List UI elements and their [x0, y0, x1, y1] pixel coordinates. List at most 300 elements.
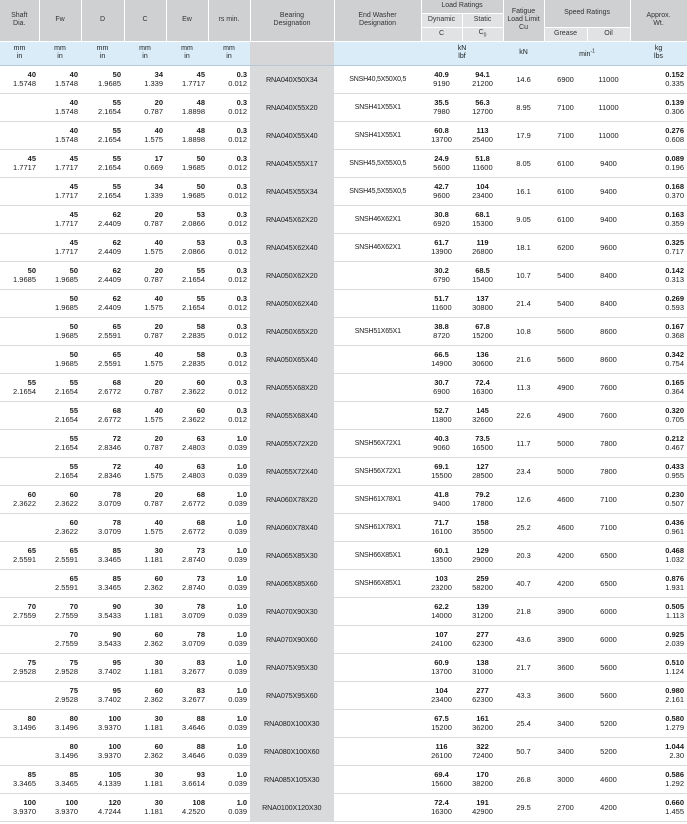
cell-end-washer: [334, 625, 421, 653]
cell-c: 30 1.181: [124, 793, 166, 821]
cell-speed-oil: 8600: [587, 345, 630, 373]
cell-bearing-designation: RNA040X55X40: [250, 121, 334, 149]
cell-dynamic-load: 103 23200: [421, 569, 462, 597]
cell-approx-wt: 0.980 2.161: [630, 681, 687, 709]
cell-static-load: 170 38200: [462, 765, 503, 793]
cell-fatigue-limit: 8.05: [503, 149, 544, 177]
cell-end-washer: SNSH41X55X1: [334, 93, 421, 121]
cell-fatigue-limit: 12.6: [503, 485, 544, 513]
cell-fatigue-limit: 43.3: [503, 681, 544, 709]
cell-dynamic-load: 67.5 15200: [421, 709, 462, 737]
cell-ew: 50 1.9685: [166, 149, 208, 177]
cell-approx-wt: 0.152 0.335: [630, 65, 687, 93]
header-load-ratings: Load Ratings: [421, 0, 503, 13]
cell-bearing-designation: RNA055X68X20: [250, 373, 334, 401]
cell-approx-wt: 0.163 0.359: [630, 205, 687, 233]
cell-ew: 63 2.4803: [166, 429, 208, 457]
cell-bearing-designation: RNA050X62X20: [250, 261, 334, 289]
table-row: [0, 205, 687, 233]
cell-c: 20 0.787: [124, 261, 166, 289]
cell-bearing-designation: RNA050X65X40: [250, 345, 334, 373]
cell-end-washer: SNSH46X62X1: [334, 233, 421, 261]
cell-fw: 40 1.5748: [39, 93, 81, 121]
cell-fw: 45 1.7717: [39, 205, 81, 233]
header-rs-min: rs min.: [208, 0, 250, 41]
cell-bearing-designation: RNA045X55X34: [250, 177, 334, 205]
cell-fw: 55 2.1654: [39, 373, 81, 401]
cell-approx-wt: 0.139 0.306: [630, 93, 687, 121]
table-row: [0, 401, 687, 429]
cell-speed-grease: 7100: [544, 121, 587, 149]
cell-static-load: 158 35500: [462, 513, 503, 541]
cell-c: 17 0.669: [124, 149, 166, 177]
cell-speed-oil: 9400: [587, 177, 630, 205]
cell-ew: 53 2.0866: [166, 233, 208, 261]
cell-approx-wt: 0.876 1.931: [630, 569, 687, 597]
cell-dynamic-load: 69.4 15600: [421, 765, 462, 793]
cell-d: 120 4.7244: [81, 793, 124, 821]
cell-shaft-dia: [0, 345, 39, 373]
cell-fatigue-limit: 18.1: [503, 233, 544, 261]
cell-rs-min: 1.0 0.039: [208, 653, 250, 681]
cell-bearing-designation: RNA055X72X40: [250, 457, 334, 485]
cell-end-washer: [334, 793, 421, 821]
cell-d: 68 2.6772: [81, 373, 124, 401]
cell-dynamic-load: 107 24100: [421, 625, 462, 653]
cell-speed-oil: 6000: [587, 625, 630, 653]
cell-approx-wt: 0.342 0.754: [630, 345, 687, 373]
header-bearing-designation: Bearing Designation: [250, 0, 334, 41]
cell-rs-min: 1.0 0.039: [208, 457, 250, 485]
cell-speed-grease: 5600: [544, 317, 587, 345]
header-speed-ratings: Speed Ratings: [544, 0, 630, 27]
cell-bearing-designation: RNA060X78X40: [250, 513, 334, 541]
cell-end-washer: [334, 653, 421, 681]
cell-shaft-dia: [0, 513, 39, 541]
cell-static-load: 138 31000: [462, 653, 503, 681]
cell-speed-oil: 9400: [587, 205, 630, 233]
cell-end-washer: [334, 289, 421, 317]
cell-ew: 55 2.1654: [166, 289, 208, 317]
cell-fatigue-limit: 21.7: [503, 653, 544, 681]
cell-ew: 55 2.1654: [166, 261, 208, 289]
cell-d: 68 2.6772: [81, 401, 124, 429]
cell-speed-oil: 8400: [587, 261, 630, 289]
cell-static-load: 277 62300: [462, 625, 503, 653]
cell-fw: 50 1.9685: [39, 289, 81, 317]
cell-fatigue-limit: 11.7: [503, 429, 544, 457]
table-row: [0, 317, 687, 345]
cell-fatigue-limit: 43.6: [503, 625, 544, 653]
cell-approx-wt: 0.580 1.279: [630, 709, 687, 737]
cell-shaft-dia: 80 3.1496: [0, 709, 39, 737]
cell-c: 40 1.575: [124, 345, 166, 373]
cell-c: 20 0.787: [124, 373, 166, 401]
cell-approx-wt: 0.230 0.507: [630, 485, 687, 513]
cell-speed-grease: 3600: [544, 653, 587, 681]
cell-bearing-designation: RNA045X62X40: [250, 233, 334, 261]
cell-approx-wt: 0.325 0.717: [630, 233, 687, 261]
cell-end-washer: [334, 737, 421, 765]
table-row: [0, 653, 687, 681]
cell-speed-grease: 2700: [544, 793, 587, 821]
cell-rs-min: 1.0 0.039: [208, 681, 250, 709]
cell-d: 72 2.8346: [81, 429, 124, 457]
table-row: [0, 429, 687, 457]
table-row: [0, 485, 687, 513]
cell-static-load: 94.1 21200: [462, 65, 503, 93]
table-row: [0, 65, 687, 93]
cell-shaft-dia: [0, 233, 39, 261]
cell-end-washer: SNSH56X72X1: [334, 429, 421, 457]
cell-fatigue-limit: 20.3: [503, 541, 544, 569]
cell-dynamic-load: 69.1 15500: [421, 457, 462, 485]
cell-rs-min: 0.3 0.012: [208, 261, 250, 289]
cell-static-load: 67.8 15200: [462, 317, 503, 345]
cell-c: 34 1.339: [124, 177, 166, 205]
cell-shaft-dia: [0, 569, 39, 597]
cell-fw: 55 2.1654: [39, 401, 81, 429]
cell-end-washer: [334, 373, 421, 401]
cell-fatigue-limit: 14.6: [503, 65, 544, 93]
cell-d: 72 2.8346: [81, 457, 124, 485]
cell-ew: 63 2.4803: [166, 457, 208, 485]
cell-speed-grease: 4600: [544, 485, 587, 513]
cell-speed-grease: 3900: [544, 597, 587, 625]
cell-fatigue-limit: 26.8: [503, 765, 544, 793]
cell-fw: 55 2.1654: [39, 457, 81, 485]
cell-end-washer: SNSH66X85X1: [334, 541, 421, 569]
cell-fatigue-limit: 16.1: [503, 177, 544, 205]
cell-dynamic-load: 35.5 7980: [421, 93, 462, 121]
cell-d: 100 3.9370: [81, 709, 124, 737]
cell-fw: 75 2.9528: [39, 681, 81, 709]
cell-rs-min: 1.0 0.039: [208, 709, 250, 737]
speed-unit: $\min^{-1}$: [579, 48, 595, 58]
cell-approx-wt: 1.044 2.30: [630, 737, 687, 765]
cell-rs-min: 1.0 0.039: [208, 625, 250, 653]
cell-bearing-designation: RNA070X90X30: [250, 597, 334, 625]
table-row: [0, 121, 687, 149]
cell-d: 62 2.4409: [81, 205, 124, 233]
cell-shaft-dia: 65 2.5591: [0, 541, 39, 569]
cell-approx-wt: 0.167 0.368: [630, 317, 687, 345]
header-dynamic: Dynamic: [421, 13, 462, 27]
cell-static-load: 139 31200: [462, 597, 503, 625]
cell-speed-oil: 11000: [587, 93, 630, 121]
cell-fatigue-limit: 21.8: [503, 597, 544, 625]
cell-fatigue-limit: 23.4: [503, 457, 544, 485]
cell-ew: 68 2.6772: [166, 485, 208, 513]
header-ew: Ew: [166, 0, 208, 41]
cell-fw: 45 1.7717: [39, 177, 81, 205]
cell-d: 50 1.9685: [81, 65, 124, 93]
header-grease: Grease: [544, 27, 587, 41]
cell-fatigue-limit: 25.2: [503, 513, 544, 541]
cell-speed-grease: 6100: [544, 149, 587, 177]
cell-speed-oil: 7100: [587, 513, 630, 541]
cell-d: 65 2.5591: [81, 345, 124, 373]
cell-fw: 40 1.5748: [39, 65, 81, 93]
cell-c: 60 2.362: [124, 569, 166, 597]
cell-approx-wt: 0.212 0.467: [630, 429, 687, 457]
table-row: [0, 681, 687, 709]
cell-dynamic-load: 104 23400: [421, 681, 462, 709]
cell-speed-grease: 4600: [544, 513, 587, 541]
cell-d: 78 3.0709: [81, 485, 124, 513]
cell-static-load: 191 42900: [462, 793, 503, 821]
cell-dynamic-load: 61.7 13900: [421, 233, 462, 261]
cell-dynamic-load: 51.7 11600: [421, 289, 462, 317]
cell-rs-min: 0.3 0.012: [208, 317, 250, 345]
table-row: [0, 373, 687, 401]
cell-d: 100 3.9370: [81, 737, 124, 765]
cell-speed-grease: 3900: [544, 625, 587, 653]
cell-fatigue-limit: 21.4: [503, 289, 544, 317]
cell-approx-wt: 0.510 1.124: [630, 653, 687, 681]
cell-end-washer: [334, 681, 421, 709]
cell-speed-grease: 5000: [544, 429, 587, 457]
cell-rs-min: 1.0 0.039: [208, 541, 250, 569]
cell-speed-oil: 5600: [587, 653, 630, 681]
header-oil: Oil: [587, 27, 630, 41]
cell-approx-wt: 0.269 0.593: [630, 289, 687, 317]
table-row: [0, 289, 687, 317]
cell-rs-min: 1.0 0.039: [208, 429, 250, 457]
cell-fatigue-limit: 9.05: [503, 205, 544, 233]
cell-shaft-dia: 40 1.5748: [0, 65, 39, 93]
cell-end-washer: SNSH46X62X1: [334, 205, 421, 233]
cell-shaft-dia: [0, 177, 39, 205]
cell-rs-min: 0.3 0.012: [208, 401, 250, 429]
cell-rs-min: 0.3 0.012: [208, 121, 250, 149]
cell-ew: 58 2.2835: [166, 345, 208, 373]
cell-dynamic-load: 60.8 13700: [421, 121, 462, 149]
cell-ew: 58 2.2835: [166, 317, 208, 345]
cell-end-washer: [334, 765, 421, 793]
cell-d: 90 3.5433: [81, 625, 124, 653]
cell-static-load: 104 23400: [462, 177, 503, 205]
cell-d: 85 3.3465: [81, 541, 124, 569]
cell-d: 62 2.4409: [81, 289, 124, 317]
cell-static-load: 322 72400: [462, 737, 503, 765]
cell-fw: 65 2.5591: [39, 569, 81, 597]
cell-bearing-designation: RNA070X90X60: [250, 625, 334, 653]
cell-end-washer: [334, 261, 421, 289]
cell-bearing-designation: RNA065X85X30: [250, 541, 334, 569]
cell-static-load: 68.5 15400: [462, 261, 503, 289]
cell-rs-min: 1.0 0.039: [208, 569, 250, 597]
cell-end-washer: SNSH41X55X1: [334, 121, 421, 149]
cell-speed-oil: 4600: [587, 765, 630, 793]
cell-dynamic-load: 41.8 9400: [421, 485, 462, 513]
cell-speed-oil: 4200: [587, 793, 630, 821]
cell-speed-grease: 5000: [544, 457, 587, 485]
cell-static-load: 68.1 15300: [462, 205, 503, 233]
cell-ew: 73 2.8740: [166, 569, 208, 597]
cell-bearing-designation: RNA045X62X20: [250, 205, 334, 233]
cell-speed-grease: 5400: [544, 261, 587, 289]
cell-speed-grease: 6100: [544, 205, 587, 233]
header-fatigue-load-limit: Fatigue Load Limit Cu: [503, 0, 544, 41]
header-end-washer-designation: End Washer Designation: [334, 0, 421, 41]
cell-d: 62 2.4409: [81, 233, 124, 261]
cell-c: 40 1.575: [124, 121, 166, 149]
cell-d: 78 3.0709: [81, 513, 124, 541]
units-row: mm in mm in mm in mm in mm in mm in kN lbf kN $\min^{-1}$ kg lbs: [0, 41, 687, 65]
cell-c: 60 2.362: [124, 737, 166, 765]
cell-ew: 83 3.2677: [166, 681, 208, 709]
cell-rs-min: 1.0 0.039: [208, 597, 250, 625]
cell-end-washer: SNSH56X72X1: [334, 457, 421, 485]
cell-dynamic-load: 30.8 6920: [421, 205, 462, 233]
header-static-symbol: [462, 27, 503, 41]
table-row: [0, 709, 687, 737]
cell-c: 30 1.181: [124, 597, 166, 625]
header-c: C: [124, 0, 166, 41]
cell-rs-min: 0.3 0.012: [208, 177, 250, 205]
cell-static-load: 56.3 12700: [462, 93, 503, 121]
cell-speed-grease: 7100: [544, 93, 587, 121]
cell-fw: 60 2.3622: [39, 485, 81, 513]
table-row: [0, 541, 687, 569]
cell-shaft-dia: [0, 401, 39, 429]
cell-c: 40 1.575: [124, 289, 166, 317]
cell-c: 34 1.339: [124, 65, 166, 93]
cell-fw: 45 1.7717: [39, 233, 81, 261]
cell-shaft-dia: 70 2.7559: [0, 597, 39, 625]
cell-shaft-dia: 55 2.1654: [0, 373, 39, 401]
cell-d: 62 2.4409: [81, 261, 124, 289]
cell-approx-wt: 0.925 2.039: [630, 625, 687, 653]
cell-ew: 50 1.9685: [166, 177, 208, 205]
cell-rs-min: 0.3 0.012: [208, 373, 250, 401]
cell-dynamic-load: 40.3 9060: [421, 429, 462, 457]
cell-bearing-designation: RNA040X55X20: [250, 93, 334, 121]
cell-dynamic-load: 24.9 5600: [421, 149, 462, 177]
cell-static-load: 129 29000: [462, 541, 503, 569]
cell-c: 30 1.181: [124, 709, 166, 737]
cell-fatigue-limit: 8.95: [503, 93, 544, 121]
cell-shaft-dia: 100 3.9370: [0, 793, 39, 821]
cell-end-washer: [334, 401, 421, 429]
cell-speed-oil: 11000: [587, 65, 630, 93]
cell-dynamic-load: 40.9 9190: [421, 65, 462, 93]
table-row: [0, 737, 687, 765]
cell-speed-oil: 5200: [587, 737, 630, 765]
cell-speed-grease: 6900: [544, 65, 587, 93]
cell-shaft-dia: [0, 205, 39, 233]
cell-ew: 45 1.7717: [166, 65, 208, 93]
cell-ew: 68 2.6772: [166, 513, 208, 541]
cell-static-load: 145 32600: [462, 401, 503, 429]
table-row: [0, 793, 687, 821]
cell-approx-wt: 0.168 0.370: [630, 177, 687, 205]
cell-dynamic-load: 52.7 11800: [421, 401, 462, 429]
cell-dynamic-load: 71.7 16100: [421, 513, 462, 541]
cell-ew: 53 2.0866: [166, 205, 208, 233]
cell-c: 60 2.362: [124, 625, 166, 653]
cell-speed-oil: 7600: [587, 401, 630, 429]
cell-d: 95 3.7402: [81, 653, 124, 681]
cell-fw: 50 1.9685: [39, 317, 81, 345]
cell-fw: 40 1.5748: [39, 121, 81, 149]
cell-shaft-dia: [0, 457, 39, 485]
cell-fw: 50 1.9685: [39, 345, 81, 373]
table-row: [0, 569, 687, 597]
cell-shaft-dia: [0, 429, 39, 457]
cell-c: 60 2.362: [124, 681, 166, 709]
cell-fw: 80 3.1496: [39, 709, 81, 737]
cell-c: 30 1.181: [124, 765, 166, 793]
cell-d: 105 4.1339: [81, 765, 124, 793]
cell-d: 55 2.1654: [81, 93, 124, 121]
cell-c: 20 0.787: [124, 205, 166, 233]
cell-bearing-designation: RNA080X100X60: [250, 737, 334, 765]
cell-ew: 48 1.8898: [166, 93, 208, 121]
cell-approx-wt: 0.165 0.364: [630, 373, 687, 401]
cell-d: 55 2.1654: [81, 177, 124, 205]
cell-fatigue-limit: 17.9: [503, 121, 544, 149]
cell-c: 40 1.575: [124, 233, 166, 261]
cell-shaft-dia: 45 1.7717: [0, 149, 39, 177]
cell-speed-oil: 5600: [587, 681, 630, 709]
cell-dynamic-load: 116 26100: [421, 737, 462, 765]
cell-speed-oil: 7600: [587, 373, 630, 401]
cell-speed-grease: 6200: [544, 233, 587, 261]
cell-bearing-designation: RNA065X85X60: [250, 569, 334, 597]
cell-shaft-dia: [0, 737, 39, 765]
header-dynamic-symbol: C: [421, 27, 462, 41]
cell-speed-oil: 6000: [587, 597, 630, 625]
cell-bearing-designation: RNA085X105X30: [250, 765, 334, 793]
cell-c: 20 0.787: [124, 93, 166, 121]
cell-approx-wt: 0.089 0.196: [630, 149, 687, 177]
cell-ew: 73 2.8740: [166, 541, 208, 569]
cell-d: 90 3.5433: [81, 597, 124, 625]
table-row: [0, 149, 687, 177]
cell-speed-grease: 4900: [544, 401, 587, 429]
cell-static-load: 161 36200: [462, 709, 503, 737]
cell-bearing-designation: RNA055X68X40: [250, 401, 334, 429]
cell-d: 65 2.5591: [81, 317, 124, 345]
cell-d: 55 2.1654: [81, 121, 124, 149]
cell-speed-oil: 7800: [587, 457, 630, 485]
cell-shaft-dia: [0, 121, 39, 149]
cell-speed-oil: 6500: [587, 541, 630, 569]
cell-c: 40 1.575: [124, 401, 166, 429]
cell-shaft-dia: [0, 93, 39, 121]
cell-fw: 85 3.3465: [39, 765, 81, 793]
cell-fatigue-limit: 25.4: [503, 709, 544, 737]
cell-fatigue-limit: 40.7: [503, 569, 544, 597]
cell-dynamic-load: 30.7 6900: [421, 373, 462, 401]
cell-approx-wt: 0.142 0.313: [630, 261, 687, 289]
cell-static-load: 51.8 11600: [462, 149, 503, 177]
cell-fw: 55 2.1654: [39, 429, 81, 457]
cell-speed-grease: 4200: [544, 541, 587, 569]
cell-fatigue-limit: 50.7: [503, 737, 544, 765]
cell-speed-grease: 4200: [544, 569, 587, 597]
cell-rs-min: 1.0 0.039: [208, 793, 250, 821]
cell-bearing-designation: RNA080X100X30: [250, 709, 334, 737]
cell-ew: 78 3.0709: [166, 597, 208, 625]
cell-static-load: 277 62300: [462, 681, 503, 709]
cell-bearing-designation: RNA050X62X40: [250, 289, 334, 317]
cell-approx-wt: 0.320 0.705: [630, 401, 687, 429]
cell-bearing-designation: RNA060X78X20: [250, 485, 334, 513]
cell-dynamic-load: 60.9 13700: [421, 653, 462, 681]
